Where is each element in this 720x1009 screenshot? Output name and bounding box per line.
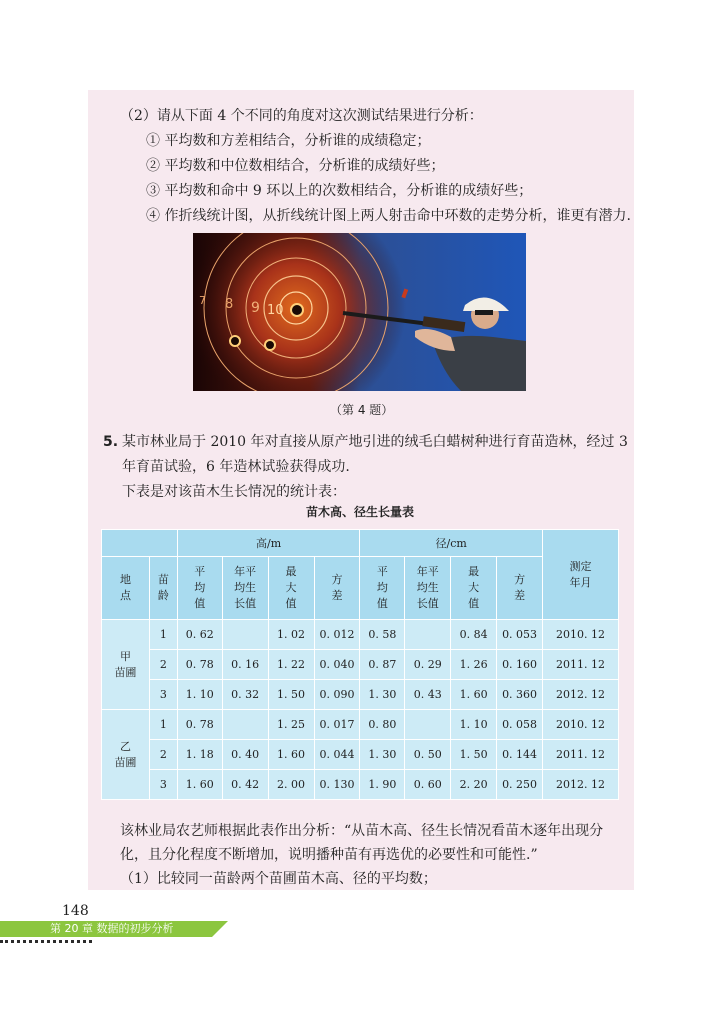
diameter-annual-cell: 0. 60 [405,770,451,800]
height-mean-cell: 0. 78 [177,710,222,740]
q5-line1: 某市林业局于 2010 年对直接从原产地引进的绒毛白蜡树种进行育苗造林，经过 3 [122,434,628,450]
table-corner [102,530,178,557]
date-cell: 2010. 12 [543,620,619,650]
place-cell: 甲 苗圃 [102,620,150,710]
diameter-max-cell: 1. 26 [451,650,497,680]
q4-part2-intro: （2）请从下面 4 个不同的角度对这次测试结果进行分析： [120,108,483,124]
group-header-diameter: 径/cm [360,530,543,557]
col-header-height-annual: 年平 均生 长值 [222,557,268,620]
col-header-diameter-mean: 平 均 值 [360,557,405,620]
diameter-mean-cell: 1. 30 [360,680,405,710]
q5-sub-question-1: （1）比较同一苗龄两个苗圃苗木高、径的平均数； [120,871,437,887]
age-cell: 3 [149,680,177,710]
place-cell: 乙 苗圃 [102,710,150,800]
col-header-height-mean: 平 均 值 [177,557,222,620]
height-variance-cell: 0. 012 [314,620,360,650]
height-annual-cell: 0. 32 [222,680,268,710]
age-cell: 1 [149,620,177,650]
height-variance-cell: 0. 044 [314,740,360,770]
target-and-shooter-illustration [193,233,526,391]
diameter-mean-cell: 0. 58 [360,620,405,650]
height-mean-cell: 1. 18 [177,740,222,770]
diameter-max-cell: 1. 10 [451,710,497,740]
diameter-variance-cell: 0. 058 [497,710,543,740]
diameter-mean-cell: 0. 87 [360,650,405,680]
height-annual-cell: 0. 42 [222,770,268,800]
height-annual-cell [222,710,268,740]
q4-item-4: ④ 作折线统计图，从折线统计图上两人射击命中环数的走势分析，谁更有潜力. [146,208,631,224]
q5-line3: 下表是对该苗木生长情况的统计表： [122,484,346,500]
height-mean-cell: 1. 10 [177,680,222,710]
col-header-diameter-variance: 方 差 [497,557,543,620]
q4-item-1: ① 平均数和方差相结合，分析谁的成绩稳定； [146,133,431,149]
age-cell: 3 [149,770,177,800]
diameter-variance-cell: 0. 250 [497,770,543,800]
date-cell: 2011. 12 [543,740,619,770]
diameter-annual-cell [405,620,451,650]
bullet-hole [230,336,240,346]
date-cell: 2011. 12 [543,650,619,680]
diameter-max-cell: 0. 84 [451,620,497,650]
q5-number: 5. [103,434,119,450]
height-annual-cell [222,620,268,650]
diameter-mean-cell: 1. 30 [360,740,405,770]
page-number: 148 [62,903,89,919]
col-header-height-variance: 方 差 [314,557,360,620]
height-variance-cell: 0. 017 [314,710,360,740]
height-annual-cell: 0. 40 [222,740,268,770]
diameter-variance-cell: 0. 053 [497,620,543,650]
figure-caption: （第 4 题） [330,403,394,417]
bullet-hole [265,340,275,350]
height-max-cell: 1. 25 [268,710,314,740]
diameter-max-cell: 1. 60 [451,680,497,710]
col-header-height-max: 最 大 值 [268,557,314,620]
diameter-variance-cell: 0. 360 [497,680,543,710]
height-max-cell: 1. 50 [268,680,314,710]
col-header-place: 地 点 [102,557,150,620]
seedling-growth-table [101,529,619,800]
height-annual-cell: 0. 16 [222,650,268,680]
col-header-diameter-annual: 年平 均生 长值 [405,557,451,620]
diameter-variance-cell: 0. 160 [497,650,543,680]
height-variance-cell: 0. 090 [314,680,360,710]
table-title: 苗木高、径生长量表 [305,505,414,519]
col-header-date: 测定 年月 [543,530,619,620]
diameter-annual-cell: 0. 43 [405,680,451,710]
height-mean-cell: 1. 60 [177,770,222,800]
diameter-annual-cell [405,710,451,740]
col-header-diameter-max: 最 大 值 [451,557,497,620]
q5-analysis-line1: 该林业局农艺师根据此表作出分析：“从苗木高、径生长情况看苗木逐年出现分 [120,823,604,839]
dotted-rule [0,940,92,943]
height-mean-cell: 0. 78 [177,650,222,680]
height-variance-cell: 0. 040 [314,650,360,680]
target-ring-number: 7 [199,294,206,307]
q5-line2: 年育苗试验，6 年造林试验获得成功. [122,459,350,475]
age-cell: 1 [149,710,177,740]
diameter-max-cell: 2. 20 [451,770,497,800]
diameter-variance-cell: 0. 144 [497,740,543,770]
height-variance-cell: 0. 130 [314,770,360,800]
diameter-mean-cell: 0. 80 [360,710,405,740]
date-cell: 2010. 12 [543,710,619,740]
q4-item-2: ② 平均数和中位数相结合，分析谁的成绩好些； [146,158,445,174]
date-cell: 2012. 12 [543,680,619,710]
height-max-cell: 2. 00 [268,770,314,800]
date-cell: 2012. 12 [543,770,619,800]
q4-item-3: ③ 平均数和命中 9 环以上的次数相结合，分析谁的成绩好些； [146,183,533,199]
age-cell: 2 [149,650,177,680]
height-mean-cell: 0. 62 [177,620,222,650]
q5-analysis-line2: 化，且分化程度不断增加，说明播种苗有再选优的必要性和可能性.” [120,847,538,863]
target-ring-number: 8 [225,297,234,312]
group-header-height: 高/m [177,530,360,557]
diameter-max-cell: 1. 50 [451,740,497,770]
age-cell: 2 [149,740,177,770]
col-header-age: 苗 龄 [149,557,177,620]
diameter-annual-cell: 0. 50 [405,740,451,770]
height-max-cell: 1. 02 [268,620,314,650]
diameter-mean-cell: 1. 90 [360,770,405,800]
bullet-hole [291,304,303,316]
target-ring-number: 10 [267,303,284,318]
height-max-cell: 1. 22 [268,650,314,680]
height-max-cell: 1. 60 [268,740,314,770]
shooting-photo [193,233,526,391]
diameter-annual-cell: 0. 29 [405,650,451,680]
chapter-title: 第 20 章 数据的初步分析 [50,922,174,935]
target-ring-number: 9 [251,300,260,316]
